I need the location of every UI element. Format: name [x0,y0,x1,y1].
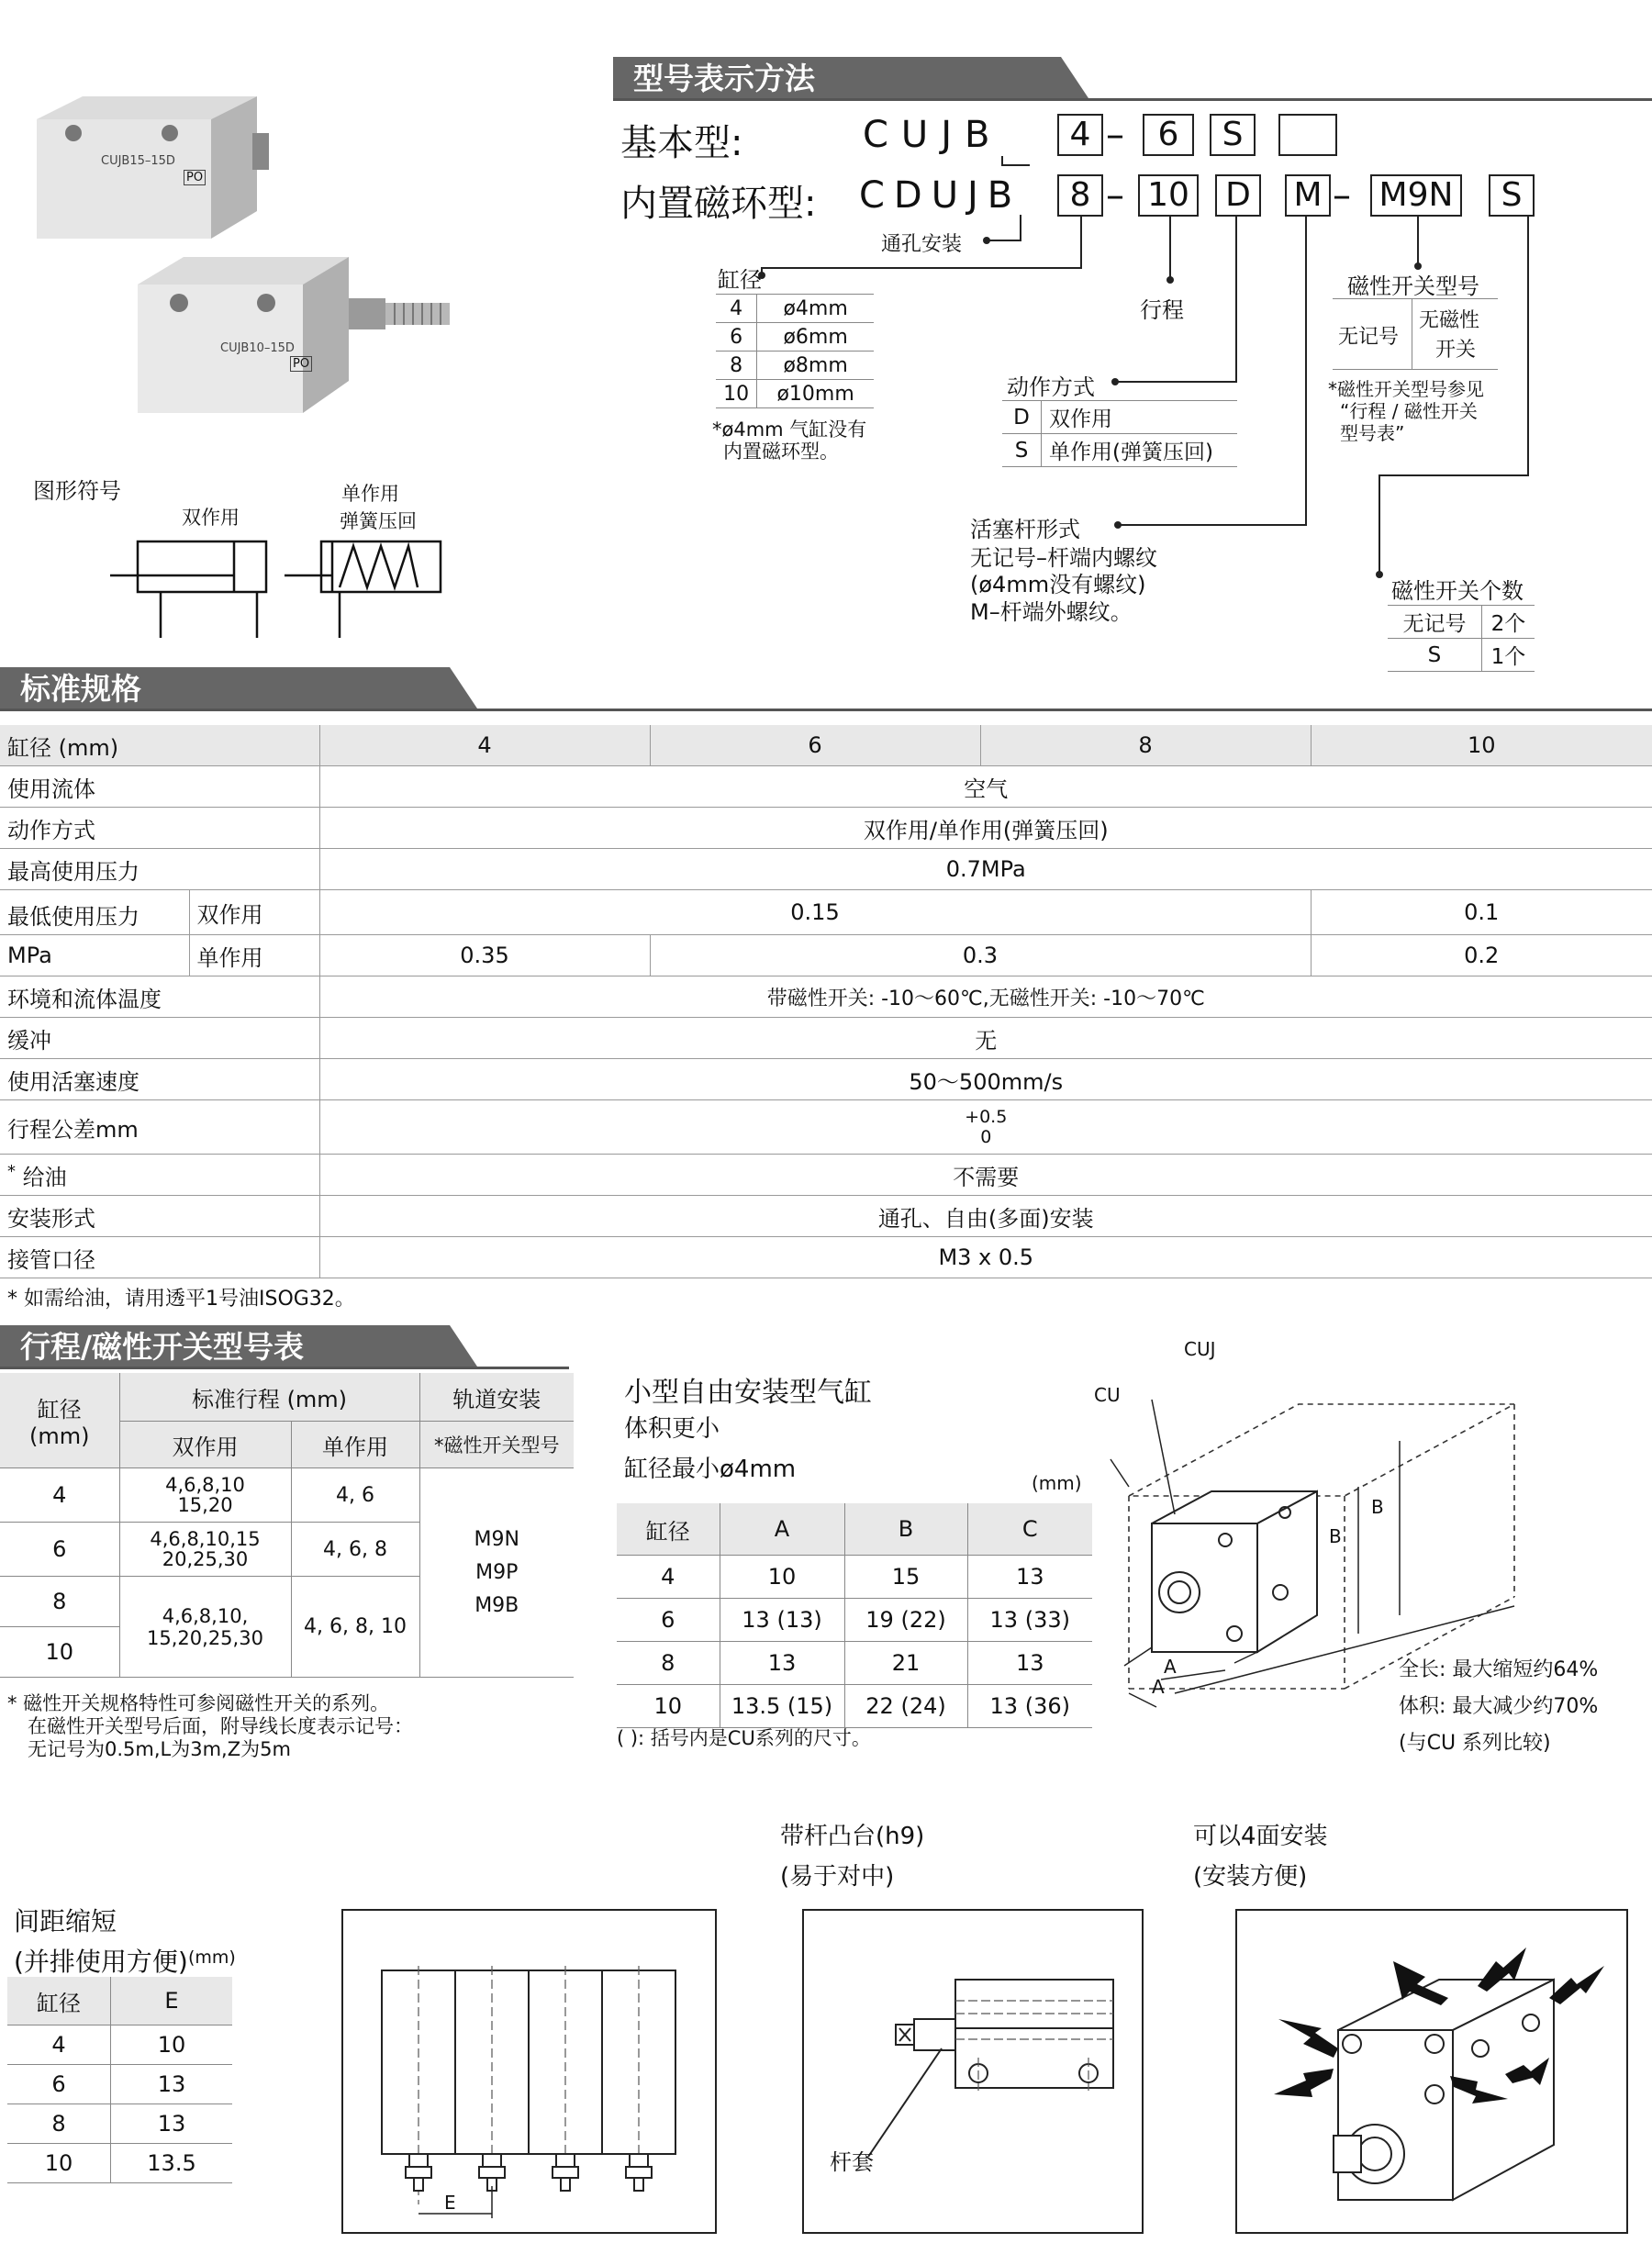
switch-note-3: 型号表” [1340,422,1405,444]
stroke-note-3: 无记号为0.5m,L为3m,Z为5m [28,1738,291,1760]
rod-line-1: 无记号–杆端内螺纹 [970,545,1157,571]
pitch-title-1: 间距缩短 [14,1906,117,1936]
basic-stroke-box: 6 [1143,114,1194,156]
builtin-dash-2: – [1333,174,1351,217]
four-face-title-1: 可以4面安装 [1193,1823,1328,1850]
bore-legend-title: 缸径 [718,267,762,293]
switch-note-1: *磁性开关型号参见 [1328,378,1484,400]
stroke-note-2: 在磁性开关型号后面，附导线长度表示记号： [28,1715,413,1737]
dim-a-inner: A [1164,1656,1177,1678]
basic-action-box: S [1210,114,1256,156]
rod-title: 活塞杆形式 [970,517,1080,542]
dim-b-inner: B [1329,1525,1342,1547]
stroke-section-title: 行程/磁性开关型号表 [20,1329,305,1365]
dim-b-outer: B [1371,1496,1384,1518]
count-title: 磁性开关个数 [1391,578,1524,604]
spec-footnote: * 如需给油，请用透平1号油ISOG32。 [7,1288,355,1311]
basic-bore-box: 4 [1057,114,1103,156]
minp-label-cell: 最低使用压力 [0,890,189,935]
compare-note: (与CU 系列比较) [1399,1732,1551,1755]
count-legend-table: 无记号 2个 S 1个 [1388,605,1535,672]
basic-dash: – [1106,114,1124,156]
builtin-switch-box: M9N [1370,174,1462,217]
action-title: 动作方式 [1007,374,1095,400]
boss-title-2: (易于对中) [780,1863,895,1891]
pitch-title-2: (并排使用方便) [14,1947,188,1977]
symbol-single-label-1: 单作用 [341,483,399,505]
product-label-1: CUJB15–15D [101,154,175,168]
compact-line-2: 缸径最小ø4mm [624,1456,797,1483]
compact-table: 缸径 A B C 4 10 15 13 6 13 (13) 19 (22) 13 (33) 8 13 21 13 10 13.5 (15) 22 (24) 13 (36) [617,1503,1092,1728]
through-hole-label: 通孔安装 [881,233,963,256]
stroke-table: 缸径 (mm) 标准行程 (mm) 轨道安装 双作用 单作用 *磁性开关型号 4 4,6,8,10 15,20 4, 6 M9N M9P M9B 6 4,6,8,10,15 20,25,30 4, 6, 8 8 4,6,8,10, 15,20,25,30 4, 6, 8, 10 10 [0,1373,574,1678]
side-by-side-panel [341,1909,717,2234]
four-face-panel [1235,1909,1628,2234]
boss-title-1: 带杆凸台(h9) [780,1823,925,1850]
spec-row-bore: 缸径 (mm) 4 6 8 10 [0,725,1652,766]
rod-line-3: M–杆端外螺纹。 [970,599,1133,625]
side-by-side-drawing [343,1911,715,2232]
compact-line-1: 体积更小 [624,1415,720,1443]
product-label-2: CUJB10–15D [220,341,295,355]
product-badge-1: PO [184,170,206,185]
builtin-type-code: CDUJB [859,174,1022,217]
action-legend-table: D 双作用 S 单作用(弹簧压回) [1002,400,1237,467]
builtin-bore-box: 8 [1057,174,1103,217]
builtin-type-label: 内置磁环型: [620,183,817,225]
product-badge-2: PO [290,356,312,372]
builtin-stroke-box: 10 [1138,174,1199,217]
basic-type-label: 基本型: [620,122,743,164]
boss-panel [802,1909,1144,2234]
switch-legend: 无记号 无磁性 开关 [1333,298,1498,370]
spec-section-band [0,667,1652,711]
builtin-count-box: S [1489,174,1535,217]
rod-line-2: (ø4mm没有螺纹) [970,572,1146,597]
bore-legend-table: 4 ø4mm 6 ø6mm 8 ø8mm 10 ø10mm [716,294,874,408]
cu-label: CU [1094,1384,1121,1406]
compact-unit: (mm) [1032,1472,1082,1494]
symbol-title: 图形符号 [33,478,121,504]
stroke-section-band [0,1325,569,1369]
symbol-double-label: 双作用 [182,507,240,529]
dim-e-label: E [444,2192,456,2214]
cuj-label: CUJ [1184,1338,1216,1360]
dim-a-outer: A [1152,1676,1165,1698]
rod-sleeve-label: 杆套 [830,2149,874,2175]
builtin-action-box: D [1215,174,1261,217]
switch-title: 磁性开关型号 [1347,273,1479,299]
model-section-title: 型号表示方法 [633,61,815,96]
compact-title: 小型自由安装型气缸 [624,1377,872,1409]
rod-boss-drawing [804,1911,1142,2232]
four-face-title-2: (安装方便) [1193,1863,1308,1891]
length-reduction: 全长: 最大缩短约64% [1399,1658,1599,1681]
basic-type-code: CUJB [863,114,1003,156]
compact-note: ( ): 括号内是CU系列的尺寸。 [617,1727,871,1749]
bore-note-1: *ø4mm 气缸没有 [712,418,867,441]
symbol-single-label-2: 弹簧压回 [340,510,417,532]
bore-note-2: 内置磁环型。 [723,441,839,463]
switch-note-2: “行程 / 磁性开关 [1340,400,1478,422]
stroke-note-1: * 磁性开关规格特性可参阅磁性开关的系列。 [7,1692,390,1714]
pitch-unit: (mm) [188,1947,236,1968]
spec-table: 缸径 (mm) 4 6 8 10 使用流体 空气 动作方式 双作用/单作用(弹簧压回) 最高使用压力 0.7MPa 最低使用压力 双作用 0.15 0.1 MPa 单作用 0.35 0.3 0.2 环境和流体温度 带磁性开关: -10～60℃,无磁性开关: -10～70℃ 缓冲 无 使用活塞速度 50～500mm/s 行程公差mm +0.5 0 * 给油 不需要 安装形式 通孔、自由(多面)安装 接管口径 M3 x 0.5 [0,725,1652,1278]
pitch-table: 缸径 E 4 10 6 13 8 13 10 13.5 [7,1977,232,2183]
stroke-label: 行程 [1140,297,1184,323]
spec-section-title: 标准规格 [20,671,141,707]
four-face-drawing [1237,1911,1626,2232]
volume-reduction: 体积: 最大减少约70% [1399,1695,1599,1718]
builtin-rod-box: M [1285,174,1331,217]
builtin-dash-1: – [1106,174,1124,217]
